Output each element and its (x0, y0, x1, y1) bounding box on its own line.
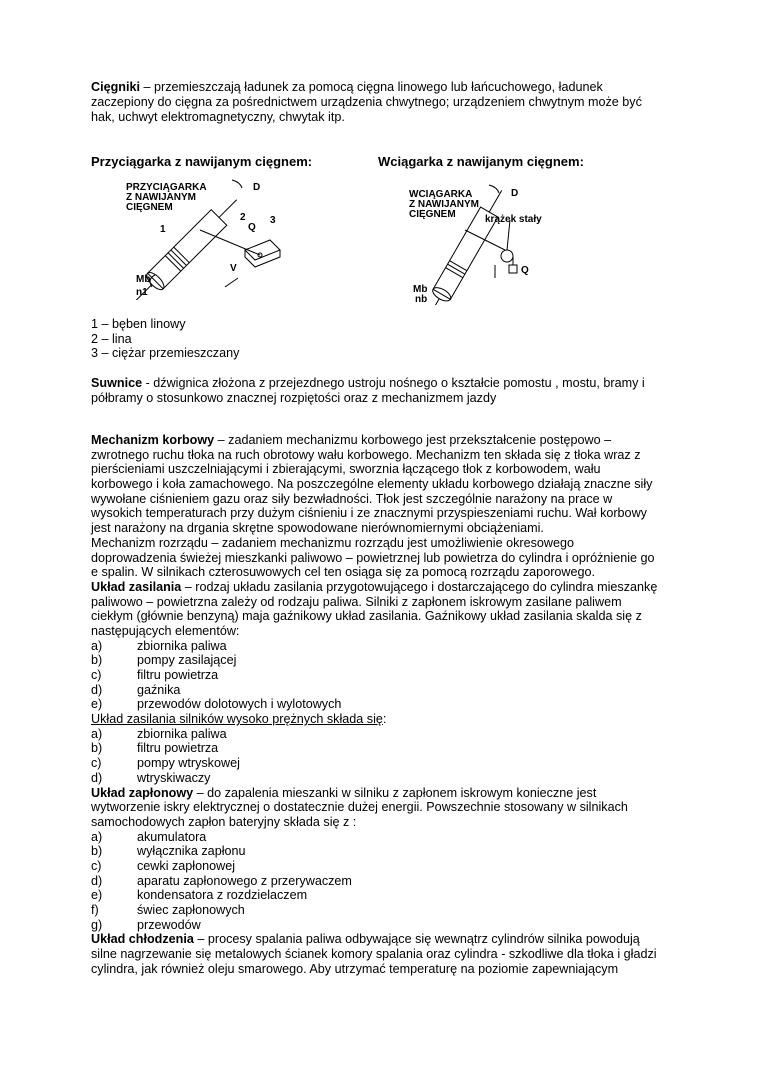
list-marker: e) (91, 697, 103, 712)
text: doprowadzenia świeżej mieszkanki paliwowo – powietrznej lub powietrza do cylindra i opróżnienie go (91, 550, 655, 565)
term: Suwnice (91, 376, 143, 390)
legend-item: 3 – ciężar przemieszczany (91, 346, 240, 361)
list-item (91, 830, 691, 845)
title-line: WCIĄGARKA (409, 189, 473, 200)
list-item (91, 683, 691, 698)
label-d: D (511, 188, 519, 199)
title-line: Z NAWIJANYM (126, 192, 196, 203)
list-item (91, 844, 691, 859)
main-content (91, 433, 691, 976)
list-marker: a) (91, 726, 103, 741)
text: wywołane ciśnieniem gazu oraz siły bezwładności. Tłok jest szczególnie narażony na prace w (91, 491, 613, 506)
label-2: 2 (240, 212, 246, 223)
label-pulley: krążek stały (485, 214, 542, 225)
colon: : (382, 712, 387, 727)
figure-wciagarka (405, 180, 575, 305)
list-text: filtru powietrza (137, 668, 219, 682)
list-text: filtru powietrza (137, 741, 219, 756)
text: hak, uchwyt elektromagnetyczny, chwytak itp. (91, 110, 345, 124)
text: jest narażony na drgania skrętne spowodowane nierównomiernymi obciążeniami. (91, 521, 544, 536)
label-1: 1 (160, 224, 166, 235)
figure-heading-2: Wciągarka z nawijanym cięgnem: (378, 154, 584, 169)
list-item (91, 697, 691, 712)
list-marker: c) (91, 756, 102, 771)
list-item (91, 874, 691, 889)
list-item (91, 727, 691, 742)
list-marker: c) (91, 668, 102, 682)
list-text: przewodów dolotowych i wylotowych (137, 697, 342, 712)
text: wysokich temperaturach przy dużym ciśnieniu i ze znacznymi przyspieszeniami ruchu. Wał korbowy (91, 506, 647, 521)
term: Układ chłodzenia (91, 932, 194, 947)
text: e spalin. W silnikach czterosuwowych cel ten osiąga się za pomocą rozrządu zaporowego. (91, 565, 595, 580)
text: cylindra, jak również oleju smarowego. Aby utrzymać temperaturę na poziomie zapewniającym (91, 961, 619, 976)
figure-heading-1: Przyciągarka z nawijanym cięgnem: (91, 154, 313, 169)
text: - dźwignica złożona z przejezdnego ustroju nośnego o kształcie pomostu , mostu, bramy i (142, 376, 645, 390)
list-marker: a) (91, 638, 103, 653)
text: zaczepiony do cięgna za pośrednictwem urządzenia chwytnego; urządzeniem chwytnym może być (91, 95, 642, 109)
label-mb: Mb (413, 284, 428, 295)
list-item (91, 771, 691, 786)
figure-przyciagarka (120, 175, 300, 300)
text: – zadaniem mechanizmu korbowego jest przekształcenie postępowo – (214, 433, 612, 447)
list-text: zbiornika paliwa (137, 726, 227, 741)
list-text: gaźnika (137, 682, 181, 697)
legend-item: 1 – bęben linowy (91, 317, 186, 331)
text: pierścieniami uszczelniającymi i zbierającymi, sworznia łączącego tłok z korbowodem, wału (91, 462, 601, 477)
list-marker: b) (91, 653, 103, 668)
list-item (91, 756, 691, 771)
label-v: V (230, 263, 237, 274)
list-marker: e) (91, 888, 103, 903)
term: Cięgniki (91, 80, 140, 94)
list-item (91, 903, 691, 918)
list-marker: d) (91, 873, 103, 888)
list-item (91, 668, 691, 683)
list-text: świec zapłonowych (137, 903, 245, 917)
label-d: D (253, 182, 261, 193)
list-marker: b) (91, 844, 103, 859)
list-text: aparatu zapłonowego z przerywaczem (137, 873, 352, 888)
intro-paragraph (91, 80, 691, 125)
label-q: Q (248, 222, 256, 233)
text: półbramy o stosunkowo znacznej rozpiętości oraz z mechanizmem jazdy (91, 390, 497, 405)
term: Układ zapłonowy (91, 785, 194, 800)
list-item (91, 859, 691, 874)
title-line: Z NAWIJANYM (409, 199, 479, 210)
text: zwrotnego ruchu tłoka na ruch obrotowy wału korbowego. Mechanizm ten składa się z tłoka wraz z (91, 447, 641, 462)
term: Układ zasilania (91, 579, 182, 594)
term: Mechanizm korbowy (91, 433, 215, 447)
list-text: zbiornika paliwa (137, 638, 227, 653)
list-text: pompy zasilającej (137, 653, 237, 668)
list-marker: d) (91, 682, 103, 697)
list-text: pompy wtryskowej (137, 756, 240, 771)
legend-list (91, 317, 691, 361)
title-line: CIĘGNEM (126, 202, 173, 213)
label-q: Q (521, 265, 529, 276)
list-text: kondensatora z rozdzielaczem (137, 888, 308, 903)
text: – przemieszczają ładunek za pomocą cięgna linowego lub łańcuchowego, ładunek (140, 80, 603, 94)
list-text: cewki zapłonowej (137, 858, 236, 873)
text: – do zapalenia mieszanki w silniku z zapłonem iskrowym konieczne jest (193, 785, 597, 800)
text: paliwowo – powietrzna zależy od rodzaju paliwa. Silniki z zapłonem iskrowym zasilane paliwem (91, 594, 622, 609)
label-n: nb (415, 294, 428, 305)
list-text: akumulatora (137, 829, 207, 844)
list-item (91, 639, 691, 654)
list-item (91, 741, 691, 756)
legend-item: 2 – lina (91, 331, 132, 346)
text: – rodzaj układu zasilania przygotowującego i dostarczającego do cylindra mieszankę (181, 579, 658, 594)
text: silne nagrzewanie się metalowych ścianek komory spalania oraz cylindra - szkodliwe dla tłoka i gładzi (91, 947, 657, 962)
list-item (91, 918, 691, 933)
list-marker: a) (91, 829, 103, 844)
text: ciekłym (głównie benzyną) maja gaźnikowy układ zasilania. Gaźnikowy układ zasilania skalda się z (91, 609, 642, 624)
list-item (91, 653, 691, 668)
title-line: CIĘGNEM (409, 209, 456, 220)
list-text: wtryskiwaczy (137, 770, 211, 785)
list-marker: f) (91, 903, 99, 917)
list-marker: g) (91, 917, 103, 932)
label-mb: Mb (136, 274, 151, 285)
list-marker: b) (91, 741, 103, 756)
sub-heading: Układ zasilania silników wysoko prężnych składa się (91, 712, 383, 727)
list-text: wyłącznika zapłonu (137, 844, 246, 859)
list-marker: d) (91, 770, 103, 785)
text: samochodowych zapłon bateryjny składa się z : (91, 814, 357, 829)
text: Mechanizm rozrządu – zadaniem mechanizmu rozrządu jest umożliwienie okresowego (91, 535, 574, 550)
suwnice-paragraph (91, 376, 691, 405)
text: korbowego i koła zamachowego. Na poszczególne elementy układu korbowego działają znaczne siły (91, 477, 653, 492)
text: – procesy spalania paliwa odbywające się wewnątrz cylindrów silnika powodują (193, 932, 640, 947)
label-3: 3 (270, 215, 276, 226)
text: wytworzenie iskry elektrycznej o dostatecznie dużej energii. Powszechnie stosowany w silnikach (91, 800, 628, 815)
list-text: przewodów (137, 917, 201, 932)
text: następujących elementów: (91, 623, 240, 638)
list-marker: c) (91, 858, 102, 873)
title-line: PRZYCIĄGARKA (126, 182, 207, 193)
list-item (91, 888, 691, 903)
label-n: n1 (136, 287, 148, 298)
